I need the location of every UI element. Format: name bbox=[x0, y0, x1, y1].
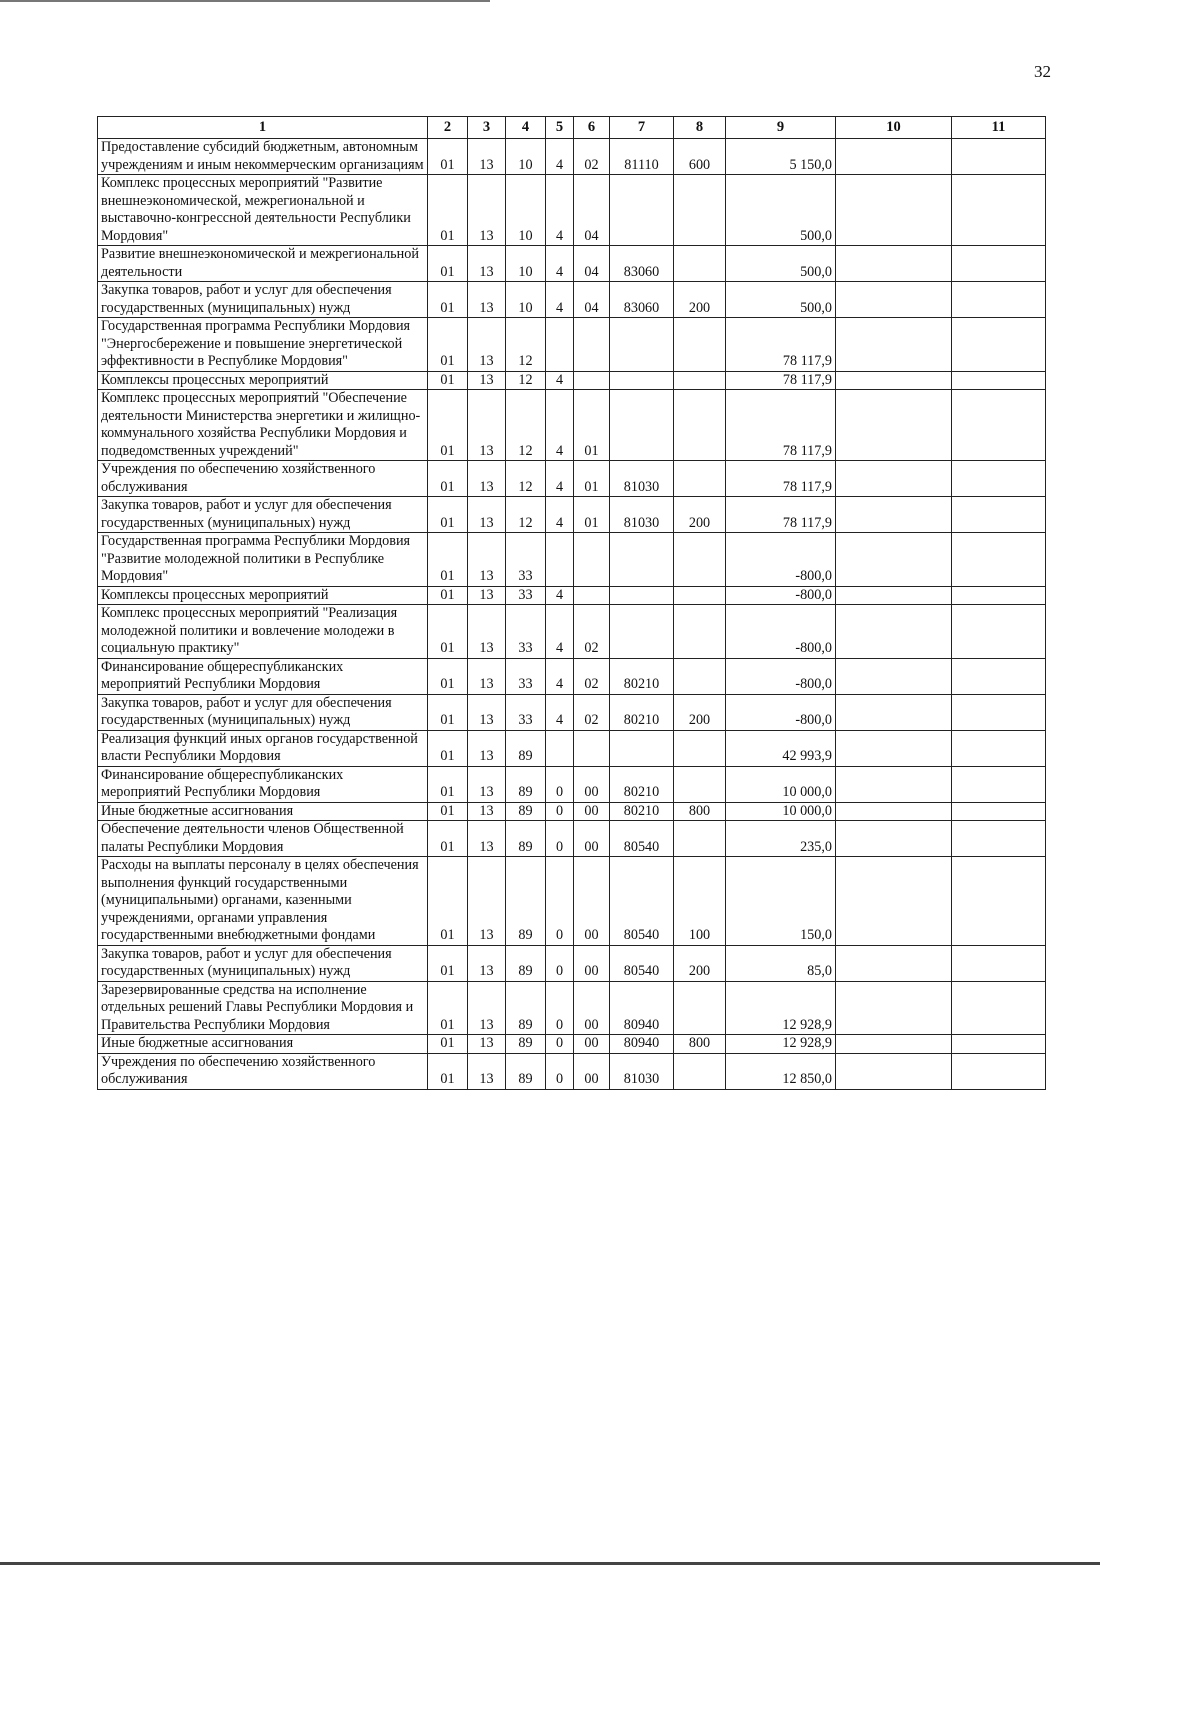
amount-col10-cell bbox=[836, 371, 952, 390]
amount-col10-cell bbox=[836, 586, 952, 605]
amount-col11-cell bbox=[952, 766, 1046, 802]
table-row bbox=[98, 945, 1046, 981]
table-row bbox=[98, 318, 1046, 372]
amount-col11-cell bbox=[952, 497, 1046, 533]
code-subsection-cell: 13 bbox=[468, 282, 506, 318]
code-subsection-cell: 13 bbox=[468, 658, 506, 694]
amount-cell: -800,0 bbox=[726, 658, 836, 694]
amount-col10-cell bbox=[836, 246, 952, 282]
code-program-cell: 12 bbox=[506, 390, 546, 461]
code-program-cell: 89 bbox=[506, 766, 546, 802]
table-row bbox=[98, 461, 1046, 497]
code-complex-cell: 00 bbox=[574, 981, 610, 1035]
code-section-cell: 01 bbox=[428, 586, 468, 605]
amount-cell: -800,0 bbox=[726, 586, 836, 605]
row-name-cell: Государственная программа Республики Мордовия "Развитие молодежной политики в Республике Мордовия" bbox=[98, 533, 428, 587]
code-program-cell: 10 bbox=[506, 282, 546, 318]
row-name-cell: Комплексы процессных мероприятий bbox=[98, 586, 428, 605]
amount-cell: 78 117,9 bbox=[726, 497, 836, 533]
row-name-cell: Комплекс процессных мероприятий "Развитие внешнеэкономической, межрегиональной и выставочно-конгрессной деятельности Республики Мордовия" bbox=[98, 175, 428, 246]
row-name-cell: Комплекс процессных мероприятий "Реализация молодежной политики и вовлечение молодежи в социальную практику" bbox=[98, 605, 428, 659]
code-type-cell: 0 bbox=[546, 1035, 574, 1054]
table-row bbox=[98, 766, 1046, 802]
code-type-cell: 4 bbox=[546, 175, 574, 246]
code-subsection-cell: 13 bbox=[468, 533, 506, 587]
code-complex-cell: 04 bbox=[574, 282, 610, 318]
code-section-cell: 01 bbox=[428, 175, 468, 246]
code-program-cell: 12 bbox=[506, 461, 546, 497]
code-expense-type-cell bbox=[674, 371, 726, 390]
code-type-cell: 4 bbox=[546, 246, 574, 282]
code-direction-cell bbox=[610, 390, 674, 461]
code-program-cell: 89 bbox=[506, 821, 546, 857]
code-subsection-cell: 13 bbox=[468, 586, 506, 605]
code-subsection-cell: 13 bbox=[468, 802, 506, 821]
code-direction-cell: 81110 bbox=[610, 139, 674, 175]
code-type-cell: 0 bbox=[546, 945, 574, 981]
code-expense-type-cell: 100 bbox=[674, 857, 726, 946]
amount-col10-cell bbox=[836, 694, 952, 730]
amount-col10-cell bbox=[836, 821, 952, 857]
code-section-cell: 01 bbox=[428, 533, 468, 587]
code-direction-cell: 80540 bbox=[610, 821, 674, 857]
code-complex-cell bbox=[574, 533, 610, 587]
amount-cell: 500,0 bbox=[726, 246, 836, 282]
code-expense-type-cell bbox=[674, 821, 726, 857]
header-cell: 10 bbox=[836, 117, 952, 139]
code-type-cell: 4 bbox=[546, 605, 574, 659]
code-subsection-cell: 13 bbox=[468, 175, 506, 246]
amount-col11-cell bbox=[952, 945, 1046, 981]
top-scan-rule bbox=[0, 0, 490, 2]
code-complex-cell: 02 bbox=[574, 658, 610, 694]
table-row bbox=[98, 821, 1046, 857]
code-type-cell: 0 bbox=[546, 821, 574, 857]
code-expense-type-cell bbox=[674, 533, 726, 587]
code-complex-cell: 00 bbox=[574, 857, 610, 946]
amount-col11-cell bbox=[952, 586, 1046, 605]
code-type-cell: 4 bbox=[546, 461, 574, 497]
amount-cell: 12 928,9 bbox=[726, 981, 836, 1035]
code-complex-cell: 04 bbox=[574, 246, 610, 282]
table-row bbox=[98, 497, 1046, 533]
code-section-cell: 01 bbox=[428, 390, 468, 461]
amount-col10-cell bbox=[836, 658, 952, 694]
code-expense-type-cell bbox=[674, 390, 726, 461]
code-expense-type-cell: 600 bbox=[674, 139, 726, 175]
table-row bbox=[98, 981, 1046, 1035]
code-type-cell: 4 bbox=[546, 497, 574, 533]
code-direction-cell: 80540 bbox=[610, 945, 674, 981]
amount-col11-cell bbox=[952, 981, 1046, 1035]
code-direction-cell: 80210 bbox=[610, 802, 674, 821]
code-complex-cell bbox=[574, 371, 610, 390]
amount-col10-cell bbox=[836, 945, 952, 981]
amount-cell: 78 117,9 bbox=[726, 318, 836, 372]
code-subsection-cell: 13 bbox=[468, 821, 506, 857]
code-direction-cell: 80940 bbox=[610, 981, 674, 1035]
code-program-cell: 12 bbox=[506, 318, 546, 372]
header-row bbox=[98, 117, 1046, 139]
code-program-cell: 89 bbox=[506, 981, 546, 1035]
code-complex-cell bbox=[574, 586, 610, 605]
code-program-cell: 89 bbox=[506, 1053, 546, 1089]
code-program-cell: 33 bbox=[506, 694, 546, 730]
amount-cell: -800,0 bbox=[726, 533, 836, 587]
amount-col10-cell bbox=[836, 605, 952, 659]
header-cell: 8 bbox=[674, 117, 726, 139]
amount-col11-cell bbox=[952, 605, 1046, 659]
code-type-cell: 0 bbox=[546, 857, 574, 946]
table-body bbox=[98, 139, 1046, 1090]
code-program-cell: 10 bbox=[506, 246, 546, 282]
table-row bbox=[98, 1035, 1046, 1054]
row-name-cell: Предоставление субсидий бюджетным, автономным учреждениям и иным некоммерческим организациям bbox=[98, 139, 428, 175]
code-expense-type-cell bbox=[674, 1053, 726, 1089]
code-direction-cell: 80210 bbox=[610, 694, 674, 730]
code-section-cell: 01 bbox=[428, 282, 468, 318]
amount-col10-cell bbox=[836, 139, 952, 175]
amount-col10-cell bbox=[836, 857, 952, 946]
bottom-scan-rule bbox=[0, 1562, 1100, 1565]
amount-col10-cell bbox=[836, 1035, 952, 1054]
code-program-cell: 10 bbox=[506, 175, 546, 246]
row-name-cell: Обеспечение деятельности членов Общественной палаты Республики Мордовия bbox=[98, 821, 428, 857]
code-program-cell: 33 bbox=[506, 533, 546, 587]
amount-col11-cell bbox=[952, 246, 1046, 282]
code-type-cell: 4 bbox=[546, 139, 574, 175]
amount-col11-cell bbox=[952, 1053, 1046, 1089]
code-subsection-cell: 13 bbox=[468, 139, 506, 175]
code-expense-type-cell bbox=[674, 658, 726, 694]
code-program-cell: 89 bbox=[506, 945, 546, 981]
code-direction-cell bbox=[610, 318, 674, 372]
table-row bbox=[98, 694, 1046, 730]
code-complex-cell bbox=[574, 318, 610, 372]
code-subsection-cell: 13 bbox=[468, 371, 506, 390]
code-complex-cell: 00 bbox=[574, 766, 610, 802]
code-subsection-cell: 13 bbox=[468, 1035, 506, 1054]
code-complex-cell: 02 bbox=[574, 139, 610, 175]
code-type-cell bbox=[546, 533, 574, 587]
table-row bbox=[98, 175, 1046, 246]
row-name-cell: Финансирование общереспубликанских мероприятий Республики Мордовия bbox=[98, 766, 428, 802]
code-type-cell bbox=[546, 318, 574, 372]
amount-cell: 85,0 bbox=[726, 945, 836, 981]
code-section-cell: 01 bbox=[428, 821, 468, 857]
code-expense-type-cell: 200 bbox=[674, 497, 726, 533]
amount-col10-cell bbox=[836, 318, 952, 372]
code-complex-cell: 00 bbox=[574, 821, 610, 857]
code-program-cell: 89 bbox=[506, 857, 546, 946]
code-section-cell: 01 bbox=[428, 1035, 468, 1054]
table-row bbox=[98, 857, 1046, 946]
table-row bbox=[98, 390, 1046, 461]
table-row bbox=[98, 730, 1046, 766]
code-type-cell: 0 bbox=[546, 981, 574, 1035]
amount-col11-cell bbox=[952, 461, 1046, 497]
code-subsection-cell: 13 bbox=[468, 497, 506, 533]
code-expense-type-cell bbox=[674, 766, 726, 802]
code-type-cell: 0 bbox=[546, 1053, 574, 1089]
code-program-cell: 12 bbox=[506, 371, 546, 390]
code-type-cell: 4 bbox=[546, 658, 574, 694]
code-type-cell: 4 bbox=[546, 694, 574, 730]
amount-col10-cell bbox=[836, 461, 952, 497]
code-subsection-cell: 13 bbox=[468, 318, 506, 372]
amount-cell: 12 928,9 bbox=[726, 1035, 836, 1054]
amount-col11-cell bbox=[952, 730, 1046, 766]
code-program-cell: 89 bbox=[506, 730, 546, 766]
header-cell: 3 bbox=[468, 117, 506, 139]
row-name-cell: Государственная программа Республики Мордовия "Энергосбережение и повышение энергетической эффективности в Республике Мордовия" bbox=[98, 318, 428, 372]
code-direction-cell: 80210 bbox=[610, 658, 674, 694]
table-row bbox=[98, 658, 1046, 694]
code-section-cell: 01 bbox=[428, 371, 468, 390]
code-direction-cell bbox=[610, 586, 674, 605]
code-direction-cell: 80940 bbox=[610, 1035, 674, 1054]
table-row bbox=[98, 605, 1046, 659]
code-complex-cell: 01 bbox=[574, 497, 610, 533]
amount-col11-cell bbox=[952, 318, 1046, 372]
code-complex-cell: 02 bbox=[574, 605, 610, 659]
code-complex-cell: 00 bbox=[574, 1035, 610, 1054]
amount-cell: 10 000,0 bbox=[726, 802, 836, 821]
code-type-cell: 4 bbox=[546, 371, 574, 390]
code-direction-cell bbox=[610, 730, 674, 766]
row-name-cell: Учреждения по обеспечению хозяйственного обслуживания bbox=[98, 1053, 428, 1089]
code-section-cell: 01 bbox=[428, 981, 468, 1035]
code-subsection-cell: 13 bbox=[468, 766, 506, 802]
code-program-cell: 33 bbox=[506, 605, 546, 659]
row-name-cell: Учреждения по обеспечению хозяйственного обслуживания bbox=[98, 461, 428, 497]
row-name-cell: Иные бюджетные ассигнования bbox=[98, 1035, 428, 1054]
code-expense-type-cell bbox=[674, 586, 726, 605]
amount-col10-cell bbox=[836, 802, 952, 821]
code-expense-type-cell: 800 bbox=[674, 802, 726, 821]
code-subsection-cell: 13 bbox=[468, 461, 506, 497]
code-expense-type-cell: 200 bbox=[674, 282, 726, 318]
row-name-cell: Закупка товаров, работ и услуг для обеспечения государственных (муниципальных) нужд bbox=[98, 282, 428, 318]
amount-cell: 500,0 bbox=[726, 175, 836, 246]
amount-col11-cell bbox=[952, 1035, 1046, 1054]
table-row bbox=[98, 586, 1046, 605]
amount-cell: 78 117,9 bbox=[726, 371, 836, 390]
header-cell: 1 bbox=[98, 117, 428, 139]
amount-col11-cell bbox=[952, 371, 1046, 390]
amount-cell: 235,0 bbox=[726, 821, 836, 857]
code-subsection-cell: 13 bbox=[468, 857, 506, 946]
code-expense-type-cell bbox=[674, 730, 726, 766]
code-section-cell: 01 bbox=[428, 802, 468, 821]
code-expense-type-cell bbox=[674, 246, 726, 282]
amount-cell: 10 000,0 bbox=[726, 766, 836, 802]
code-subsection-cell: 13 bbox=[468, 390, 506, 461]
code-complex-cell: 01 bbox=[574, 461, 610, 497]
amount-cell: 150,0 bbox=[726, 857, 836, 946]
code-expense-type-cell: 800 bbox=[674, 1035, 726, 1054]
code-direction-cell: 81030 bbox=[610, 461, 674, 497]
amount-cell: 78 117,9 bbox=[726, 461, 836, 497]
row-name-cell: Комплекс процессных мероприятий "Обеспечение деятельности Министерства энергетики и жилищно-коммунального хозяйства Республики Мордовия и подведомственных учреждений" bbox=[98, 390, 428, 461]
code-type-cell: 0 bbox=[546, 802, 574, 821]
header-cell: 5 bbox=[546, 117, 574, 139]
code-section-cell: 01 bbox=[428, 945, 468, 981]
amount-col10-cell bbox=[836, 533, 952, 587]
code-direction-cell: 81030 bbox=[610, 1053, 674, 1089]
code-expense-type-cell: 200 bbox=[674, 694, 726, 730]
amount-cell: -800,0 bbox=[726, 605, 836, 659]
code-subsection-cell: 13 bbox=[468, 981, 506, 1035]
amount-col11-cell bbox=[952, 658, 1046, 694]
header-cell: 4 bbox=[506, 117, 546, 139]
amount-cell: 12 850,0 bbox=[726, 1053, 836, 1089]
code-subsection-cell: 13 bbox=[468, 945, 506, 981]
code-section-cell: 01 bbox=[428, 246, 468, 282]
table-row bbox=[98, 246, 1046, 282]
amount-col11-cell bbox=[952, 802, 1046, 821]
amount-col10-cell bbox=[836, 981, 952, 1035]
code-expense-type-cell: 200 bbox=[674, 945, 726, 981]
amount-cell: -800,0 bbox=[726, 694, 836, 730]
code-program-cell: 12 bbox=[506, 497, 546, 533]
code-subsection-cell: 13 bbox=[468, 605, 506, 659]
code-program-cell: 89 bbox=[506, 1035, 546, 1054]
header-cell: 7 bbox=[610, 117, 674, 139]
amount-col10-cell bbox=[836, 766, 952, 802]
page-number: 32 bbox=[1034, 62, 1051, 81]
code-section-cell: 01 bbox=[428, 461, 468, 497]
code-program-cell: 33 bbox=[506, 658, 546, 694]
amount-col11-cell bbox=[952, 694, 1046, 730]
amount-col11-cell bbox=[952, 857, 1046, 946]
code-expense-type-cell bbox=[674, 461, 726, 497]
code-direction-cell: 80540 bbox=[610, 857, 674, 946]
code-direction-cell: 81030 bbox=[610, 497, 674, 533]
code-complex-cell: 00 bbox=[574, 802, 610, 821]
row-name-cell: Финансирование общереспубликанских мероприятий Республики Мордовия bbox=[98, 658, 428, 694]
amount-col10-cell bbox=[836, 175, 952, 246]
header-cell: 11 bbox=[952, 117, 1046, 139]
code-type-cell bbox=[546, 730, 574, 766]
code-section-cell: 01 bbox=[428, 318, 468, 372]
code-type-cell: 4 bbox=[546, 586, 574, 605]
code-expense-type-cell bbox=[674, 605, 726, 659]
row-name-cell: Закупка товаров, работ и услуг для обеспечения государственных (муниципальных) нужд bbox=[98, 694, 428, 730]
row-name-cell: Иные бюджетные ассигнования bbox=[98, 802, 428, 821]
row-name-cell: Зарезервированные средства на исполнение отдельных решений Главы Республики Мордовия и Правительства Республики Мордовия bbox=[98, 981, 428, 1035]
code-expense-type-cell bbox=[674, 318, 726, 372]
code-section-cell: 01 bbox=[428, 605, 468, 659]
amount-col10-cell bbox=[836, 1053, 952, 1089]
amount-col11-cell bbox=[952, 139, 1046, 175]
header-cell: 6 bbox=[574, 117, 610, 139]
code-expense-type-cell bbox=[674, 175, 726, 246]
amount-col11-cell bbox=[952, 175, 1046, 246]
code-direction-cell: 80210 bbox=[610, 766, 674, 802]
amount-cell: 5 150,0 bbox=[726, 139, 836, 175]
row-name-cell: Развитие внешнеэкономической и межрегиональной деятельности bbox=[98, 246, 428, 282]
amount-col11-cell bbox=[952, 390, 1046, 461]
code-complex-cell: 00 bbox=[574, 945, 610, 981]
header-cell: 9 bbox=[726, 117, 836, 139]
code-type-cell: 0 bbox=[546, 766, 574, 802]
code-type-cell: 4 bbox=[546, 390, 574, 461]
table-row bbox=[98, 533, 1046, 587]
code-direction-cell bbox=[610, 371, 674, 390]
code-section-cell: 01 bbox=[428, 730, 468, 766]
row-name-cell: Комплексы процессных мероприятий bbox=[98, 371, 428, 390]
code-section-cell: 01 bbox=[428, 857, 468, 946]
code-subsection-cell: 13 bbox=[468, 694, 506, 730]
code-complex-cell: 04 bbox=[574, 175, 610, 246]
code-expense-type-cell bbox=[674, 981, 726, 1035]
code-section-cell: 01 bbox=[428, 694, 468, 730]
code-complex-cell bbox=[574, 730, 610, 766]
amount-col10-cell bbox=[836, 730, 952, 766]
code-direction-cell: 83060 bbox=[610, 282, 674, 318]
amount-cell: 500,0 bbox=[726, 282, 836, 318]
table-row bbox=[98, 802, 1046, 821]
code-subsection-cell: 13 bbox=[468, 1053, 506, 1089]
table-row bbox=[98, 282, 1046, 318]
row-name-cell: Реализация функций иных органов государственной власти Республики Мордовия bbox=[98, 730, 428, 766]
code-program-cell: 33 bbox=[506, 586, 546, 605]
code-direction-cell bbox=[610, 533, 674, 587]
amount-col10-cell bbox=[836, 282, 952, 318]
amount-col11-cell bbox=[952, 533, 1046, 587]
amount-cell: 78 117,9 bbox=[726, 390, 836, 461]
table-row bbox=[98, 371, 1046, 390]
code-direction-cell: 83060 bbox=[610, 246, 674, 282]
code-direction-cell bbox=[610, 605, 674, 659]
code-program-cell: 89 bbox=[506, 802, 546, 821]
code-direction-cell bbox=[610, 175, 674, 246]
code-subsection-cell: 13 bbox=[468, 730, 506, 766]
code-complex-cell: 02 bbox=[574, 694, 610, 730]
code-section-cell: 01 bbox=[428, 658, 468, 694]
amount-col11-cell bbox=[952, 282, 1046, 318]
table-row bbox=[98, 1053, 1046, 1089]
code-complex-cell: 00 bbox=[574, 1053, 610, 1089]
code-section-cell: 01 bbox=[428, 766, 468, 802]
row-name-cell: Закупка товаров, работ и услуг для обеспечения государственных (муниципальных) нужд bbox=[98, 945, 428, 981]
code-section-cell: 01 bbox=[428, 1053, 468, 1089]
code-subsection-cell: 13 bbox=[468, 246, 506, 282]
code-section-cell: 01 bbox=[428, 497, 468, 533]
amount-col10-cell bbox=[836, 390, 952, 461]
code-complex-cell: 01 bbox=[574, 390, 610, 461]
code-program-cell: 10 bbox=[506, 139, 546, 175]
row-name-cell: Закупка товаров, работ и услуг для обеспечения государственных (муниципальных) нужд bbox=[98, 497, 428, 533]
amount-cell: 42 993,9 bbox=[726, 730, 836, 766]
code-type-cell: 4 bbox=[546, 282, 574, 318]
header-cell: 2 bbox=[428, 117, 468, 139]
amount-col11-cell bbox=[952, 821, 1046, 857]
amount-col10-cell bbox=[836, 497, 952, 533]
budget-table bbox=[97, 116, 1046, 1090]
code-section-cell: 01 bbox=[428, 139, 468, 175]
table-row bbox=[98, 139, 1046, 175]
row-name-cell: Расходы на выплаты персоналу в целях обеспечения выполнения функций государственными (муниципальными) органами, казенными учреждениями, органами управления государственными внебюджетными фондами bbox=[98, 857, 428, 946]
